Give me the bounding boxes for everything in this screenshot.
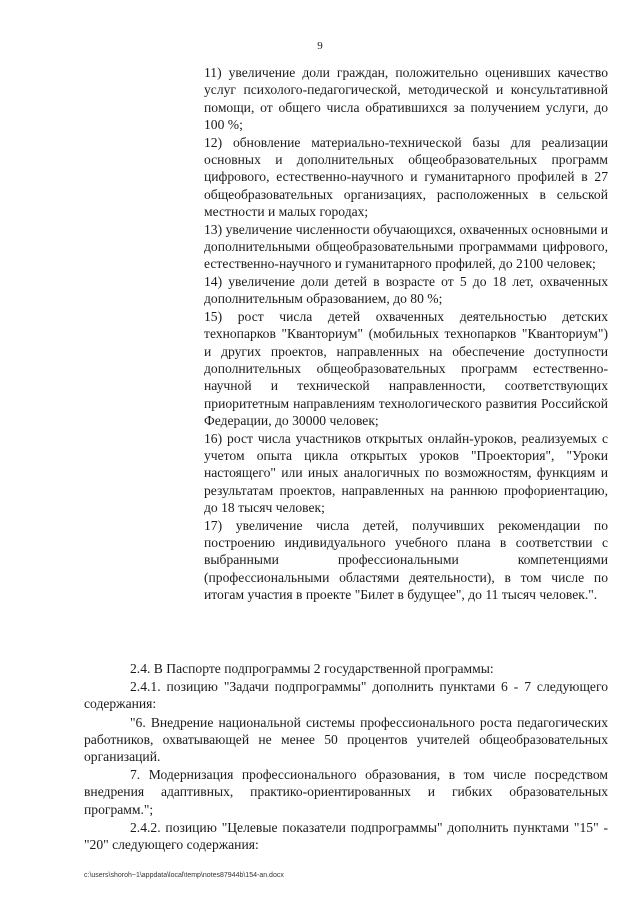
list-item: 16) рост числа участников открытых онлайн-уроков, реализуемых с учетом опыта цикла открытых уроков "Проектория", "Уроки настоящего" или иных аналогичных по возможностям, функциям и результатам проектов, направленных на раннюю профориентацию, до 18 тысяч человек; (204, 430, 608, 516)
body-text (84, 660, 608, 853)
paragraph: 2.4. В Паспорте подпрограммы 2 государственной программы: (130, 661, 494, 676)
paragraph: 2.4.1. позицию "Задачи подпрограммы" дополнить пунктами 6 - 7 следующего содержания: (84, 679, 608, 712)
paragraph: "6. Внедрение национальной системы профессионального роста педагогических работников, охватывающей не менее 50 процентов учителей общеобразовательных организаций. (84, 714, 608, 765)
list-item: 11) увеличение доли граждан, положительно оценивших качество услуг психолого-педагогической, методической и консультативной помощи, от общего числа обратившихся за получением услуги, до 100 %; (204, 65, 608, 133)
paragraph: 2.4.2. позицию "Целевые показатели подпрограммы" дополнить пунктами "15" - "20" следующего содержания: (84, 819, 608, 853)
list-item: 17) увеличение числа детей, получивших рекомендации по построению индивидуального учебного плана в соответствии с выбранными профессиональными компетенциями (профессиональными областями деятельности), в том числе по итогам участия в проекте "Билет в будущее", до 11 тысяч человек.". (204, 517, 608, 603)
list-item: 13) увеличение численности обучающихся, охваченных основными и дополнительными общеобразовательными программами цифрового, естественно-научного и гуманитарного профилей, до 2100 человек; (204, 221, 608, 272)
list-item: 12) обновление материально-технической базы для реализации основных и дополнительных общеобразовательных программ цифрового, естественно-научного и гуманитарного профилей в 27 общеобразовательных организациях, расположенных в сельской местности и малых городах; (204, 134, 608, 220)
footer-file-path: c:\users\shoroh~1\appdata\local\temp\notes87944b\154-an.docx (84, 872, 284, 879)
indicator-list (204, 64, 608, 604)
page-number: 9 (317, 40, 323, 52)
paragraph: 7. Модернизация профессионального образования, в том числе посредством внедрения адаптивных, практико-ориентированных и гибких образовательных программ."; (84, 767, 608, 817)
list-item: 15) рост числа детей охваченных деятельностью детских технопарков "Кванториум" (мобильных технопарков "Кванториум") и других проектов, направленных на обеспечение доступности дополнительных общеобразовательных программ естественно-научной и технической направленности, соответствующих приоритетным направлениям технологического развития Российской Федерации, до 30000 человек; (204, 308, 608, 429)
list-item: 14) увеличение доли детей в возрасте от 5 до 18 лет, охваченных дополнительным образованием, до 80 %; (204, 273, 608, 307)
